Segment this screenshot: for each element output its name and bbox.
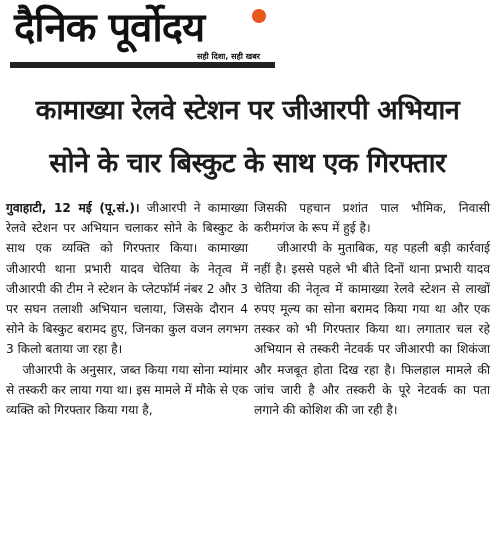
article-text: जिसकी पहचान प्रशांत पाल भौमिक, निवासी करीमगंज के रूप में हुई है। [254, 201, 490, 236]
masthead [0, 0, 495, 80]
headline-line-1: कामाख्या रेलवे स्टेशन पर जीआरपी अभियान [35, 95, 460, 126]
article-text: जीआरपी के मुताबिक, यह पहली बड़ी कार्रवाई नहीं है। इससे पहले भी बीते दिनों थाना प्रभारी यादव चेतिया की नेतृत्व में कामाख्या रेलवे स्टेशन से लाखों रुपए मूल्य का सोना बरामद किया गया था और एक तस्कर को भी गिरफ्तार किया था। लगातार चल रहे अभियान से तस्करी नेटवर्क पर जीआरपी का शिकंजा और मजबूत होता दिख रहा है। फिलहाल मामले की जांच जारी है और तस्करी के पूरे नेटवर्क का पता लगाने की कोशिश की जा रही है। [254, 241, 490, 418]
article-column-right [254, 198, 490, 420]
masthead-dot-icon [252, 9, 266, 23]
article-paragraph [254, 238, 490, 420]
article-paragraph [6, 198, 248, 360]
article-text: जीआरपी के अनुसार, जब्त किया गया सोना म्यांमार से तस्करी कर लाया गया था। इस मामले में मौके से एक व्यक्ति को गिरफ्तार किया गया है, [6, 362, 248, 418]
masthead-tagline: सही दिशा, सही खबर [197, 52, 261, 61]
article-paragraph [6, 360, 248, 421]
article-paragraph [254, 198, 490, 238]
newspaper-name: दैनिक पूर्वोदय [14, 4, 205, 51]
headline-line-2: सोने के चार बिस्कुट के साथ एक गिरफ्तार [49, 148, 446, 179]
article-column-left [6, 198, 248, 420]
article-text: जीआरपी ने कामाख्या रेलवे स्टेशन पर अभियान चलाकर सोने के बिस्कुट के साथ एक व्यक्ति को गिरफ्तार किया। कामाख्या जीआरपी थाना प्रभारी यादव चेतिया के नेतृत्व में जीआरपी की टीम ने स्टेशन के प्लेटफॉर्म नंबर 2 और 3 पर सघन तलाशी अभियान चलाया, जिसके दौरान 4 सोने के बिस्कुट बरामद हुए, जिनका कुल वजन लगभग 3 किलो बताया जा रहा है। [6, 201, 249, 357]
masthead-rule [10, 62, 275, 68]
dateline: गुवाहाटी, 12 मई (पू.सं.)। [6, 201, 140, 215]
